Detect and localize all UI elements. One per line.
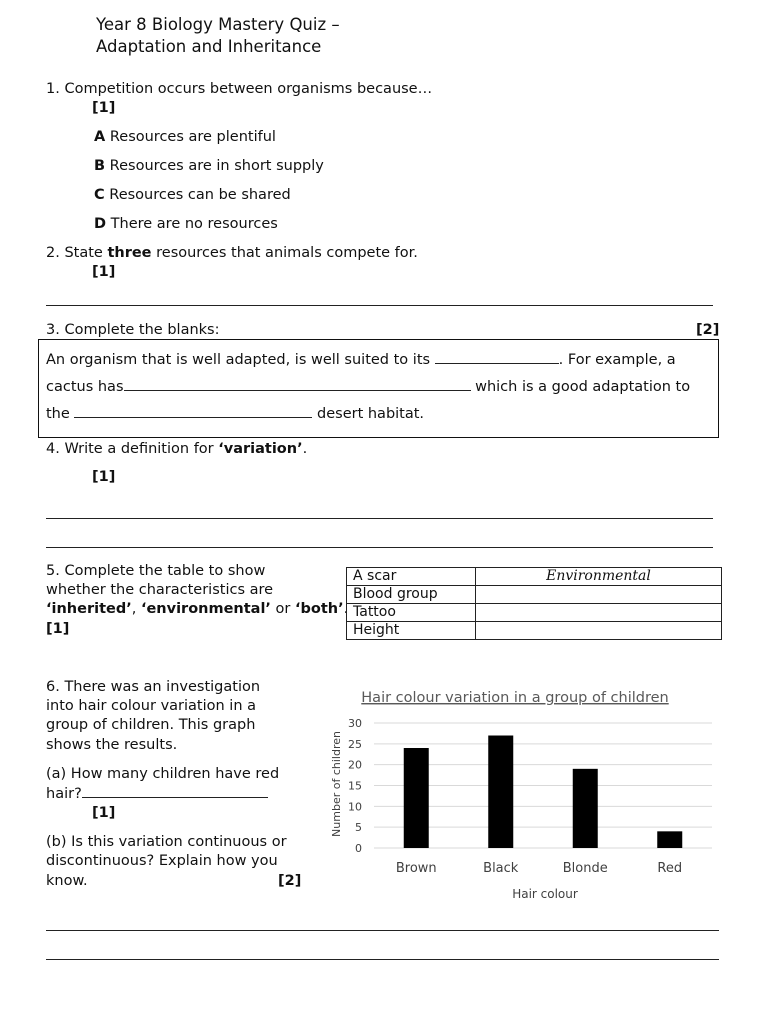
q6-intro-2: into hair colour variation in a <box>46 698 257 714</box>
q1-option-b: B Resources are in short supply <box>94 158 324 174</box>
q6b-line3: know. <box>46 873 88 889</box>
q2-question: 2. State three resources that animals compete for. <box>46 245 418 261</box>
characteristics-table <box>346 567 722 640</box>
q6a-marks: [1] <box>92 805 116 821</box>
trait-cell: Tattoo <box>347 604 476 622</box>
chart-y-tick-label: 30 <box>348 717 362 730</box>
q4-answer-line-1[interactable] <box>46 518 713 519</box>
chart-bar-black <box>488 736 513 849</box>
chart-y-tick-label: 5 <box>355 821 362 835</box>
q1-option-c: C Resources can be shared <box>94 187 291 203</box>
chart-bars <box>404 736 683 849</box>
q1-marks: [1] <box>92 100 116 116</box>
q5-line2: whether the characteristics are <box>46 582 274 598</box>
q4-answer-line-2[interactable] <box>46 547 713 548</box>
answer-cell[interactable] <box>476 622 722 640</box>
q5-line1: 5. Complete the table to show <box>46 563 266 579</box>
trait-cell: A scar <box>347 568 476 586</box>
q3-question: 3. Complete the blanks: <box>46 322 220 338</box>
q6a-answer-blank[interactable] <box>82 784 268 798</box>
table-row <box>347 568 722 586</box>
q6-intro-3: group of children. This graph <box>46 717 256 733</box>
chart-title: Hair colour variation in a group of children <box>361 690 669 706</box>
answer-cell[interactable] <box>476 604 722 622</box>
chart-y-tick-label: 10 <box>348 800 362 814</box>
chart-y-ticks <box>348 717 362 855</box>
q3-blank-desert[interactable] <box>74 404 312 418</box>
quiz-title-line2: Adaptation and Inheritance <box>96 37 322 56</box>
hair-colour-chart <box>322 680 722 910</box>
q1-option-a: A Resources are plentiful <box>94 129 276 145</box>
chart-x-tick-label: Blonde <box>562 861 608 876</box>
chart-y-tick-label: 15 <box>348 779 362 793</box>
trait-cell: Blood group <box>347 586 476 604</box>
chart-y-axis-label: Number of children <box>330 731 343 837</box>
table-row <box>347 604 722 622</box>
chart-bar-blonde <box>573 769 598 848</box>
q6b-line2: discontinuous? Explain how you <box>46 853 278 869</box>
quiz-title-line1: Year 8 Biology Mastery Quiz – <box>96 15 340 34</box>
q6b-answer-line-1[interactable] <box>46 930 719 931</box>
table-row <box>347 586 722 604</box>
q4-question: 4. Write a definition for ‘variation’. <box>46 441 308 457</box>
q6b-answer-line-2[interactable] <box>46 959 719 960</box>
q3-line1: An organism that is well adapted, is well suited to its . For example, a <box>46 352 676 368</box>
q3-line2: cactus has which is a good adaptation to <box>46 379 691 395</box>
q4-marks: [1] <box>92 469 116 485</box>
q6a-line1: (a) How many children have red <box>46 766 280 782</box>
q3-marks: [2] <box>696 322 720 338</box>
q2-answer-line[interactable] <box>46 305 713 306</box>
chart-y-tick-label: 25 <box>348 737 362 751</box>
trait-cell: Height <box>347 622 476 640</box>
chart-x-axis-label: Hair colour <box>512 887 578 901</box>
q6b-line1: (b) Is this variation continuous or <box>46 834 287 850</box>
q1-question: 1. Competition occurs between organisms because… <box>46 81 433 97</box>
q3-blank-adaptation[interactable] <box>124 377 471 391</box>
q6-intro-4: shows the results. <box>46 737 178 753</box>
q6a-line2: hair? <box>46 784 268 803</box>
q5-marks: [1] <box>46 621 70 637</box>
chart-x-tick-label: Red <box>657 861 683 876</box>
chart-bar-brown <box>404 748 429 848</box>
chart-x-tick-label: Black <box>483 861 519 876</box>
q1-option-d: D There are no resources <box>94 216 278 232</box>
q3-blank-habitat[interactable] <box>435 350 559 364</box>
table-row <box>347 622 722 640</box>
q3-line3: the desert habitat. <box>46 406 425 422</box>
chart-y-tick-label: 20 <box>348 758 362 772</box>
q5-line3: ‘inherited’, ‘environmental’ or ‘both’. <box>46 601 349 617</box>
chart-y-tick-label: 0 <box>355 842 362 855</box>
chart-bar-red <box>657 831 682 848</box>
chart-x-ticks <box>396 861 682 876</box>
q6b-marks: [2] <box>278 873 302 889</box>
q2-marks: [1] <box>92 264 116 280</box>
q6-intro-1: 6. There was an investigation <box>46 679 261 695</box>
answer-cell[interactable] <box>476 586 722 604</box>
chart-x-tick-label: Brown <box>395 861 437 876</box>
answer-cell[interactable]: Environmental <box>476 568 722 586</box>
